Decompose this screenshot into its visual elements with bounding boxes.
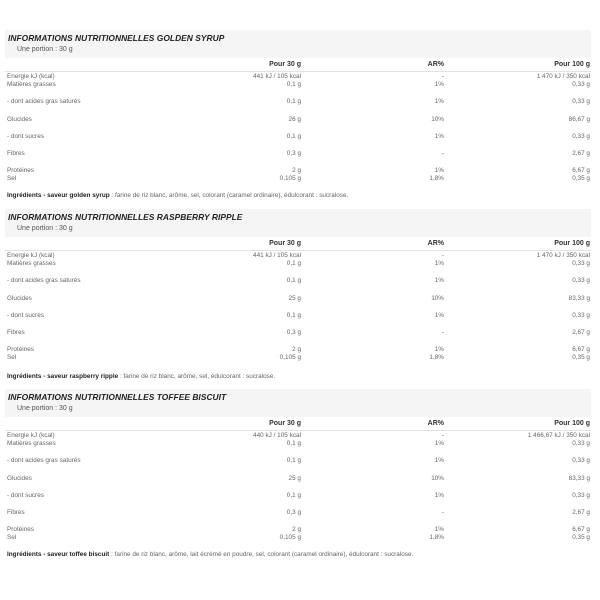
nutrient-name: - dont acides gras saturés bbox=[7, 457, 81, 464]
value-per30: 25 g bbox=[288, 475, 301, 482]
value-per30: 0,105 g bbox=[279, 354, 301, 361]
value-per100: 0,33 g bbox=[572, 133, 590, 140]
value-per30: 2 g bbox=[292, 346, 301, 353]
value-per100: 1 470 kJ / 350 kcal bbox=[536, 73, 590, 80]
header-per30: Pour 30 g bbox=[269, 240, 301, 247]
nutrient-name: - dont sucres bbox=[7, 312, 44, 319]
nutrient-name: - dont acides gras saturés bbox=[7, 277, 81, 284]
value-per30: 26 g bbox=[288, 116, 301, 123]
value-per100: 0,35 g bbox=[572, 534, 590, 541]
header-ar: AR% bbox=[427, 240, 444, 247]
nutrient-name: Sel bbox=[7, 175, 17, 182]
value-per30: 441 kJ / 105 kcal bbox=[253, 73, 301, 80]
value-per100: 0,35 g bbox=[572, 175, 590, 182]
value-per100: 6,67 g bbox=[572, 167, 590, 174]
value-per30: 441 kJ / 105 kcal bbox=[253, 252, 301, 259]
ingredients-label: Ingrédients - saveur golden syrup bbox=[7, 192, 110, 199]
value-ar: 1% bbox=[434, 133, 444, 140]
value-per30: 440 kJ / 105 kcal bbox=[253, 432, 301, 439]
value-ar: 1% bbox=[434, 167, 444, 174]
nutrient-name: Fibres bbox=[7, 329, 25, 336]
nutrient-name: Matières grasses bbox=[7, 81, 56, 88]
value-per30: 0,105 g bbox=[279, 175, 301, 182]
value-ar: - bbox=[441, 73, 444, 80]
value-per30: 0,3 g bbox=[286, 329, 301, 336]
table-row bbox=[5, 328, 591, 337]
ingredients-label: Ingrédients - saveur raspberry ripple bbox=[7, 373, 119, 380]
section-title: INFORMATIONS NUTRITIONNELLES RASPBERRY RIPPLE bbox=[8, 212, 243, 222]
header-per100: Pour 100 g bbox=[554, 420, 590, 427]
header-per100: Pour 100 g bbox=[554, 240, 590, 247]
value-ar: 10% bbox=[431, 295, 444, 302]
ingredients-text: : farine de riz blanc, arôme, sel, édulcorant : sucralose. bbox=[118, 373, 276, 380]
value-ar: 1% bbox=[434, 312, 444, 319]
table-header bbox=[5, 240, 591, 250]
value-per100: 2,67 g bbox=[572, 509, 590, 516]
value-per100: 2,67 g bbox=[572, 150, 590, 157]
header-per30: Pour 30 g bbox=[269, 61, 301, 68]
table-row bbox=[5, 474, 591, 483]
ingredients-text: : farine de riz blanc, arôme, lait écrémé en poudre, sel, colorant (caramel ordinaire), édulcorant : sucralose. bbox=[109, 551, 414, 558]
nutrient-name: - dont sucres bbox=[7, 133, 44, 140]
table-row bbox=[5, 508, 591, 517]
table-row bbox=[5, 276, 591, 285]
value-per30: 0,3 g bbox=[286, 509, 301, 516]
nutrition-section-golden-syrup bbox=[5, 30, 591, 199]
nutrient-name: Protéines bbox=[7, 167, 34, 174]
table-header bbox=[5, 61, 591, 71]
nutrient-name: Sel bbox=[7, 534, 17, 541]
portion-size: Une portion : 30 g bbox=[17, 405, 73, 412]
header-ar: AR% bbox=[427, 420, 444, 427]
value-per100: 0,33 g bbox=[572, 312, 590, 319]
table-row bbox=[5, 456, 591, 465]
header-ar: AR% bbox=[427, 61, 444, 68]
table-row bbox=[5, 439, 591, 448]
value-ar: - bbox=[441, 150, 444, 157]
nutrient-name: Energie kJ (kcal) bbox=[7, 432, 55, 439]
table-row bbox=[5, 533, 591, 542]
value-ar: 1% bbox=[434, 457, 444, 464]
value-per100: 0,33 g bbox=[572, 98, 590, 105]
nutrient-name: Protéines bbox=[7, 346, 34, 353]
value-per30: 0,1 g bbox=[286, 277, 301, 284]
value-per30: 0,1 g bbox=[286, 312, 301, 319]
section-header bbox=[5, 30, 591, 58]
value-per30: 25 g bbox=[288, 295, 301, 302]
value-ar: 1,8% bbox=[429, 175, 444, 182]
value-per30: 0,3 g bbox=[286, 150, 301, 157]
value-ar: - bbox=[441, 252, 444, 259]
table-row bbox=[5, 174, 591, 183]
ingredients-line bbox=[7, 550, 413, 559]
nutrient-name: Fibres bbox=[7, 150, 25, 157]
table-row bbox=[5, 311, 591, 320]
value-per100: 0,33 g bbox=[572, 457, 590, 464]
nutrient-name: Sel bbox=[7, 354, 17, 361]
value-per30: 0,1 g bbox=[286, 492, 301, 499]
value-per100: 6,67 g bbox=[572, 346, 590, 353]
value-ar: - bbox=[441, 329, 444, 336]
nutrient-name: - dont sucres bbox=[7, 492, 44, 499]
value-ar: 1% bbox=[434, 526, 444, 533]
value-ar: - bbox=[441, 509, 444, 516]
value-per100: 83,33 g bbox=[568, 475, 590, 482]
section-header bbox=[5, 389, 591, 417]
nutrition-section-raspberry-ripple bbox=[5, 209, 591, 380]
value-per100: 0,33 g bbox=[572, 492, 590, 499]
value-per30: 0,1 g bbox=[286, 81, 301, 88]
value-ar: 1% bbox=[434, 346, 444, 353]
nutrient-name: Protéines bbox=[7, 526, 34, 533]
value-per100: 86,67 g bbox=[568, 116, 590, 123]
nutrition-table bbox=[5, 417, 591, 545]
value-per30: 0,105 g bbox=[279, 534, 301, 541]
value-ar: 1,8% bbox=[429, 534, 444, 541]
ingredients-line bbox=[7, 372, 275, 381]
ingredients-text: : farine de riz blanc, arôme, sel, colorant (caramel ordinaire), édulcorant : sucralose. bbox=[109, 192, 349, 199]
section-title: INFORMATIONS NUTRITIONNELLES GOLDEN SYRUP bbox=[8, 33, 225, 43]
table-row bbox=[5, 353, 591, 362]
nutrient-name: Glucides bbox=[7, 475, 32, 482]
section-header bbox=[5, 209, 591, 237]
value-per100: 1 466,67 kJ / 350 kcal bbox=[527, 432, 590, 439]
value-per30: 0,1 g bbox=[286, 133, 301, 140]
value-per30: 2 g bbox=[292, 167, 301, 174]
value-per30: 0,1 g bbox=[286, 98, 301, 105]
value-per100: 6,67 g bbox=[572, 526, 590, 533]
value-ar: 1% bbox=[434, 98, 444, 105]
value-ar: 1% bbox=[434, 277, 444, 284]
value-per100: 2,67 g bbox=[572, 329, 590, 336]
portion-size: Une portion : 30 g bbox=[17, 46, 73, 53]
table-row bbox=[5, 491, 591, 500]
value-ar: 1% bbox=[434, 260, 444, 267]
value-per100: 0,33 g bbox=[572, 260, 590, 267]
value-per30: 0,1 g bbox=[286, 457, 301, 464]
nutrient-name: Energie kJ (kcal) bbox=[7, 73, 55, 80]
nutrient-name: Fibres bbox=[7, 509, 25, 516]
ingredients-line bbox=[7, 191, 348, 200]
value-ar: 1% bbox=[434, 492, 444, 499]
nutrition-section-toffee-biscuit bbox=[5, 389, 591, 558]
value-per100: 0,33 g bbox=[572, 277, 590, 284]
value-per30: 0,1 g bbox=[286, 440, 301, 447]
value-per100: 0,33 g bbox=[572, 440, 590, 447]
value-ar: 10% bbox=[431, 475, 444, 482]
nutrient-name: Glucides bbox=[7, 295, 32, 302]
value-ar: 1,8% bbox=[429, 354, 444, 361]
portion-size: Une portion : 30 g bbox=[17, 225, 73, 232]
header-per30: Pour 30 g bbox=[269, 420, 301, 427]
value-per100: 0,35 g bbox=[572, 354, 590, 361]
table-header bbox=[5, 420, 591, 430]
value-ar: 10% bbox=[431, 116, 444, 123]
table-row bbox=[5, 294, 591, 303]
header-per100: Pour 100 g bbox=[554, 61, 590, 68]
table-row bbox=[5, 132, 591, 141]
value-per30: 2 g bbox=[292, 526, 301, 533]
value-per100: 83,33 g bbox=[568, 295, 590, 302]
nutrition-table bbox=[5, 237, 591, 365]
value-per30: 0,1 g bbox=[286, 260, 301, 267]
nutrient-name: Glucides bbox=[7, 116, 32, 123]
nutrient-name: Energie kJ (kcal) bbox=[7, 252, 55, 259]
value-ar: 1% bbox=[434, 81, 444, 88]
table-row bbox=[5, 149, 591, 158]
table-row bbox=[5, 259, 591, 268]
table-row bbox=[5, 97, 591, 106]
table-row bbox=[5, 115, 591, 124]
section-title: INFORMATIONS NUTRITIONNELLES TOFFEE BISCUIT bbox=[8, 392, 227, 402]
nutrition-table bbox=[5, 58, 591, 186]
nutrient-name: Matières grasses bbox=[7, 260, 56, 267]
table-row bbox=[5, 80, 591, 89]
value-ar: - bbox=[441, 432, 444, 439]
value-per100: 1 470 kJ / 350 kcal bbox=[536, 252, 590, 259]
value-per100: 0,33 g bbox=[572, 81, 590, 88]
ingredients-label: Ingrédients - saveur toffee biscuit bbox=[7, 551, 110, 558]
value-ar: 1% bbox=[434, 440, 444, 447]
nutrient-name: Matières grasses bbox=[7, 440, 56, 447]
nutrient-name: - dont acides gras saturés bbox=[7, 98, 81, 105]
